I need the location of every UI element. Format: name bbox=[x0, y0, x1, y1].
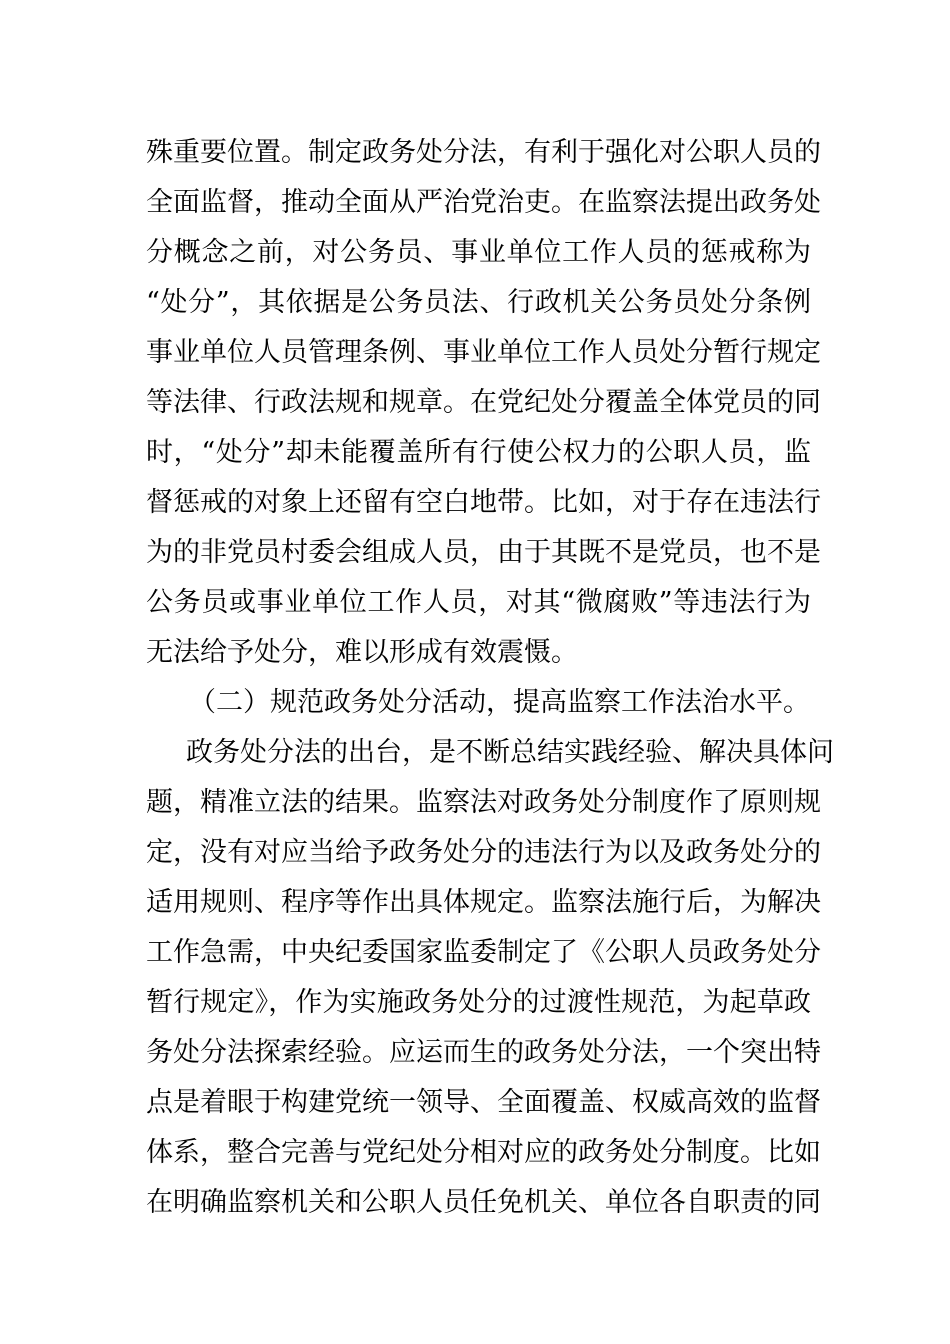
paragraph-line: 为的非党员村委会组成人员，由于其既不是党员，也不是 bbox=[146, 537, 821, 568]
paragraph-line: 殊重要位置。制定政务处分法，有利于强化对公职人员的 bbox=[146, 137, 821, 168]
paragraph-line: 无法给予处分，难以形成有效震慑。 bbox=[146, 637, 578, 668]
paragraph-line: 全面监督，推动全面从严治党治吏。在监察法提出政务处 bbox=[146, 187, 821, 218]
paragraph-line: 等法律、行政法规和规章。在党纪处分覆盖全体党员的同 bbox=[146, 387, 821, 418]
paragraph-line: 适用规则、程序等作出具体规定。监察法施行后，为解决 bbox=[146, 887, 821, 918]
paragraph-line: 事业单位人员管理条例、事业单位工作人员处分暂行规定 bbox=[146, 337, 821, 368]
section-heading: （二）规范政务处分活动，提高监察工作法治水平。 bbox=[189, 687, 810, 718]
paragraph-line: 在明确监察机关和公职人员任免机关、单位各自职责的同 bbox=[146, 1187, 821, 1218]
paragraph-line: 务处分法探索经验。应运而生的政务处分法，一个突出特 bbox=[146, 1037, 821, 1068]
paragraph-1 bbox=[146, 128, 821, 678]
paragraph-line: 督惩戒的对象上还留有空白地带。比如，对于存在违法行 bbox=[146, 487, 821, 518]
paragraph-line: 定，没有对应当给予政务处分的违法行为以及政务处分的 bbox=[146, 837, 821, 868]
paragraph-line: 暂行规定》，作为实施政务处分的过渡性规范，为起草政 bbox=[146, 987, 811, 1018]
paragraph-line: 工作急需，中央纪委国家监委制定了《公职人员政务处分 bbox=[146, 937, 821, 968]
paragraph-line: 题，精准立法的结果。监察法对政务处分制度作了原则规 bbox=[146, 787, 821, 818]
paragraph-2 bbox=[146, 728, 834, 1228]
paragraph-line: 体系，整合完善与党纪处分相对应的政务处分制度。比如 bbox=[146, 1137, 821, 1168]
paragraph-line: 点是着眼于构建党统一领导、全面覆盖、权威高效的监督 bbox=[146, 1087, 821, 1118]
paragraph-line: 分概念之前，对公务员、事业单位工作人员的惩戒称为 bbox=[146, 237, 811, 268]
paragraph-line: 公务员或事业单位工作人员，对其“微腐败”等违法行为 bbox=[146, 587, 811, 618]
paragraph-line: “处分”，其依据是公务员法、行政机关公务员处分条例 bbox=[146, 287, 811, 318]
paragraph-line: 时，“处分”却未能覆盖所有行使公权力的公职人员，监 bbox=[146, 437, 811, 468]
paragraph-line: 政务处分法的出台，是不断总结实践经验、解决具体问 bbox=[186, 737, 834, 768]
